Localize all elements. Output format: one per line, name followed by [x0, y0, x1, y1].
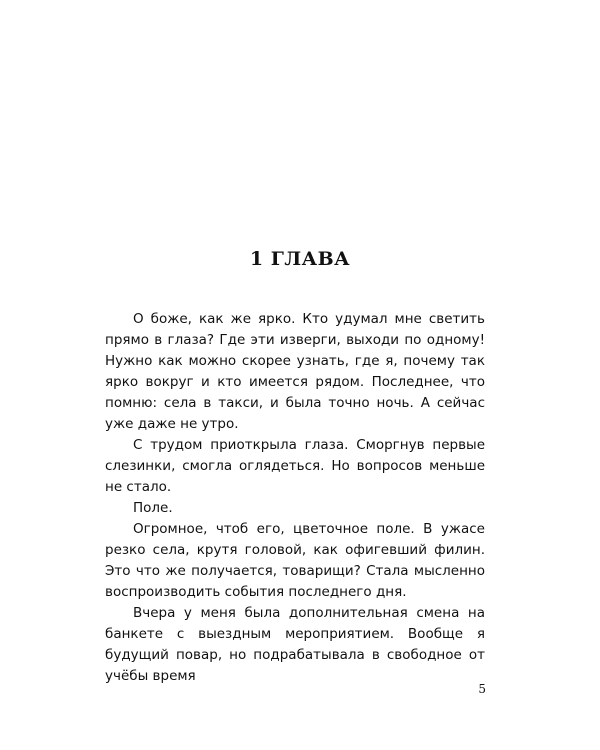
body-text — [105, 309, 485, 687]
paragraph: Вчера у меня была дополнительная смена на банкете с выездным мероприятием. Вообще я будущий повар, но подрабатывала в свободное от учёбы время — [105, 605, 485, 684]
page-number: 5 — [478, 682, 486, 696]
chapter-title: 1 ГЛАВА — [249, 248, 351, 270]
paragraph: Поле. — [133, 500, 173, 516]
paragraph: О боже, как же ярко. Кто удумал мне светить прямо в глаза? Где эти изверги, выходи по одному! Нужно как можно скорее узнать, где я, почему так ярко вокруг и кто имеется рядом. Последнее, что помню: села в такси, и была точно ночь. А сейчас уже даже не утро. — [105, 311, 485, 432]
paragraph: Огромное, чтоб его, цветочное поле. В ужасе резко села, крутя головой, как офигевший филин. Это что же получается, товарищи? Стала мысленно воспроизводить события последнего дня. — [105, 521, 485, 600]
paragraph: С трудом приоткрыла глаза. Сморгнув первые слезинки, смогла оглядеться. Но вопросов меньше не стало. — [105, 437, 485, 495]
